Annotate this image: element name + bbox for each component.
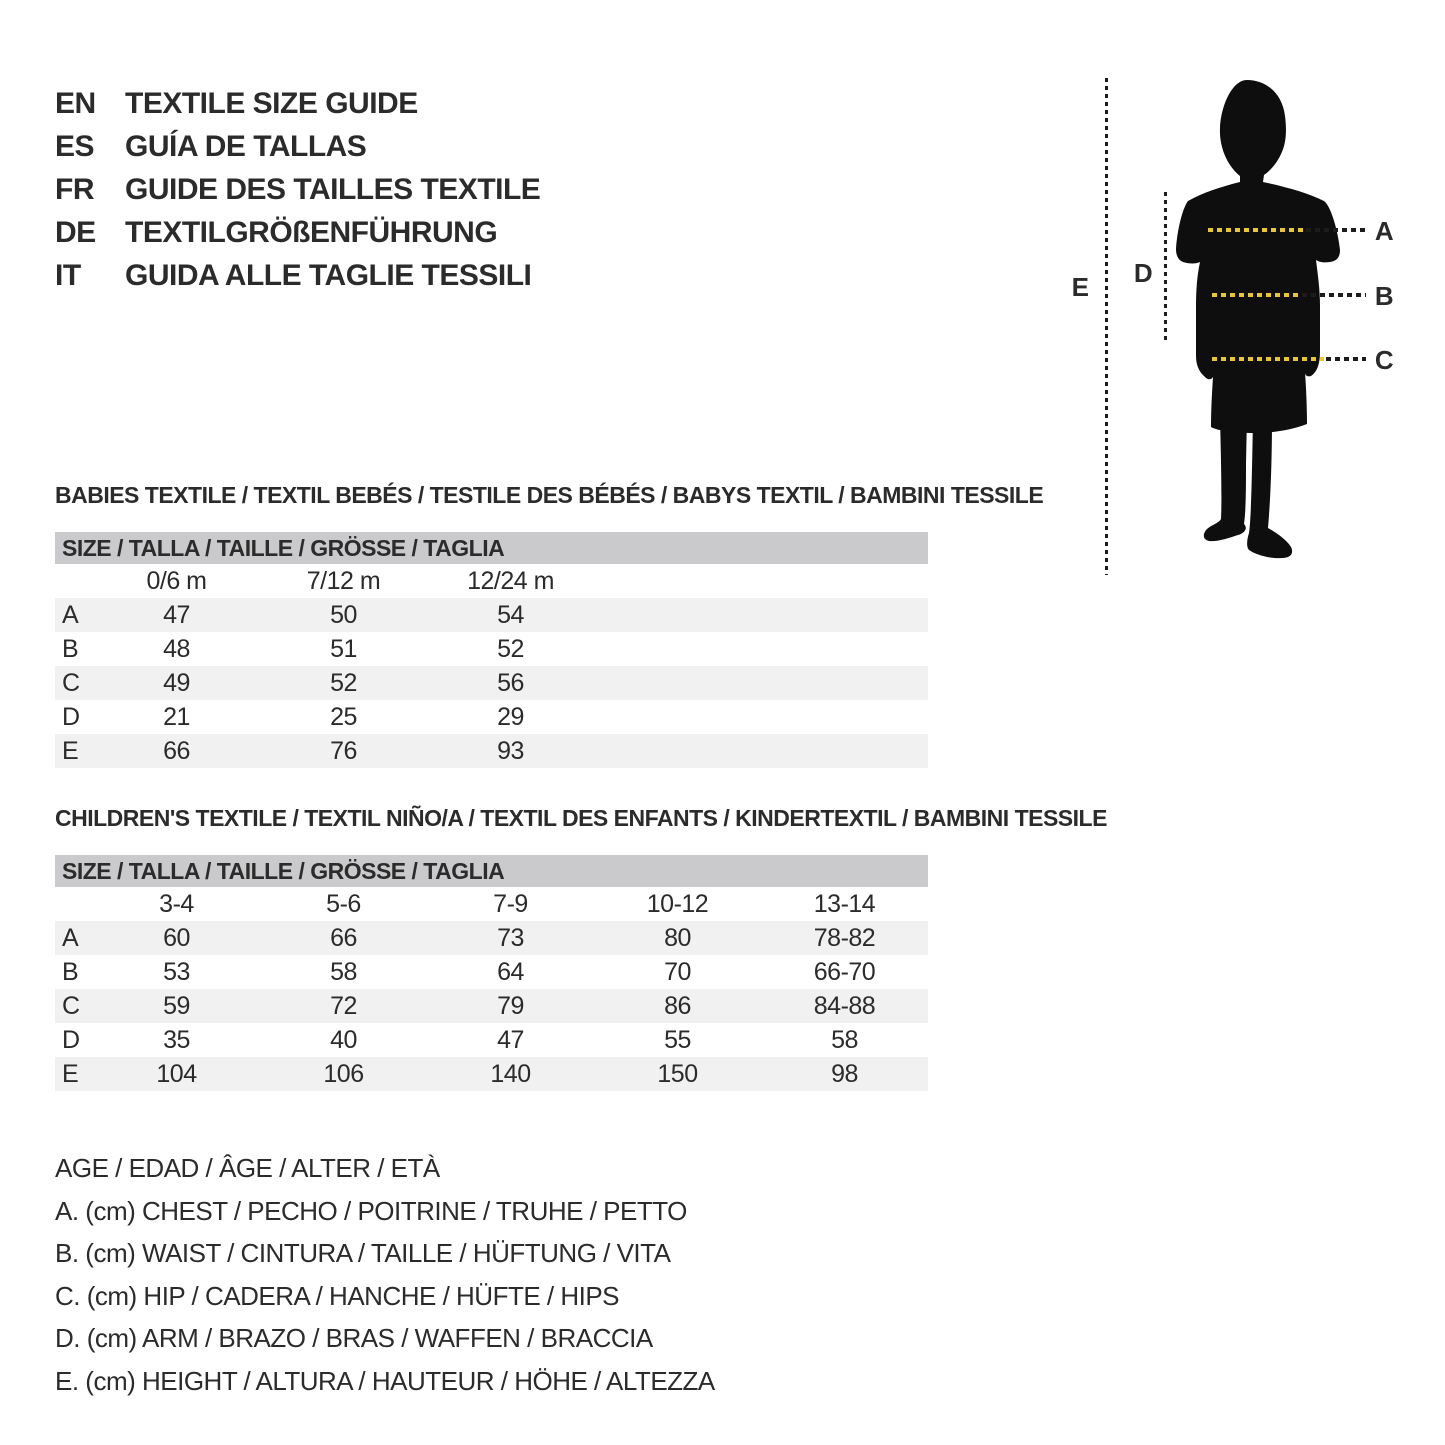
waist-dash-on-body bbox=[1212, 293, 1300, 297]
hip-dash-leader bbox=[1326, 357, 1366, 361]
table-cell: 47 bbox=[497, 1025, 524, 1054]
measurement-legend bbox=[55, 1147, 715, 1402]
arm-label-D: D bbox=[1133, 258, 1153, 288]
table-cell: 72 bbox=[330, 991, 357, 1020]
lang-row-fr bbox=[55, 168, 540, 211]
table-cell: 56 bbox=[497, 668, 524, 697]
table-cell: 12/24 m bbox=[467, 566, 554, 595]
chest-dash-leader bbox=[1306, 228, 1366, 232]
table-cell: 21 bbox=[163, 702, 190, 731]
table-row bbox=[55, 955, 928, 989]
row-label: E bbox=[62, 1059, 79, 1088]
table-cell: 79 bbox=[497, 991, 524, 1020]
table-cell: 66 bbox=[163, 736, 190, 765]
lang-row-es bbox=[55, 125, 540, 168]
table-cell: 49 bbox=[163, 668, 190, 697]
lang-row-en bbox=[55, 82, 540, 125]
table-row bbox=[55, 666, 928, 700]
children-section-title: CHILDREN'S TEXTILE / TEXTIL NIÑO/A / TEXTIL DES ENFANTS / KINDERTEXTIL / BAMBINI TESSILE bbox=[55, 805, 1107, 831]
child-silhouette-icon bbox=[1150, 78, 1350, 578]
language-title-block bbox=[55, 82, 540, 297]
table-cell: 73 bbox=[497, 923, 524, 952]
table-cell: 3-4 bbox=[159, 889, 194, 918]
legend-line: B. (cm) WAIST / CINTURA / TAILLE / HÜFTUNG / VITA bbox=[55, 1238, 671, 1268]
table-cell: 58 bbox=[831, 1025, 858, 1054]
waist-label-B: B bbox=[1374, 281, 1394, 311]
table-cell: 150 bbox=[657, 1059, 698, 1088]
table-cell: 66-70 bbox=[813, 957, 876, 986]
table-cell: 7-9 bbox=[493, 889, 528, 918]
table-cell: 0/6 m bbox=[146, 566, 207, 595]
table-cell: 106 bbox=[323, 1059, 364, 1088]
table-cell: 104 bbox=[156, 1059, 197, 1088]
table-cell: 78-82 bbox=[813, 923, 876, 952]
size-header-bar: SIZE / TALLA / TAILLE / GRÖSSE / TAGLIA bbox=[55, 855, 928, 887]
height-measure-line-E bbox=[1105, 78, 1108, 575]
table-cell: 64 bbox=[497, 957, 524, 986]
children-size-table bbox=[55, 855, 928, 1091]
lang-row-it bbox=[55, 254, 540, 297]
table-cell: 86 bbox=[664, 991, 691, 1020]
legend-line: D. (cm) ARM / BRAZO / BRAS / WAFFEN / BRACCIA bbox=[55, 1323, 653, 1353]
table-cell: 47 bbox=[163, 600, 190, 629]
table-cell: 60 bbox=[163, 923, 190, 952]
lang-code: ES bbox=[55, 130, 95, 163]
legend-line: AGE / EDAD / ÂGE / ALTER / ETÀ bbox=[55, 1153, 440, 1183]
table-row bbox=[55, 921, 928, 955]
legend-line: E. (cm) HEIGHT / ALTURA / HAUTEUR / HÖHE / ALTEZZA bbox=[55, 1365, 715, 1396]
table-cell: 55 bbox=[664, 1025, 691, 1054]
hip-dash-on-body bbox=[1212, 357, 1324, 361]
lang-code: DE bbox=[55, 216, 96, 249]
table-row bbox=[55, 700, 928, 734]
table-cell: 93 bbox=[497, 736, 524, 765]
lang-title: GUIDA ALLE TAGLIE TESSILI bbox=[125, 259, 532, 292]
table-cell: 48 bbox=[163, 634, 190, 663]
table-cell: 140 bbox=[490, 1059, 531, 1088]
table-cell: 50 bbox=[330, 600, 357, 629]
table-row bbox=[55, 1023, 928, 1057]
table-cell: 5-6 bbox=[326, 889, 361, 918]
row-label: D bbox=[62, 702, 80, 731]
table-cell: 52 bbox=[330, 668, 357, 697]
row-label: A bbox=[62, 923, 79, 952]
row-label: B bbox=[62, 957, 79, 986]
row-label: D bbox=[62, 1025, 80, 1054]
table-cell: 51 bbox=[330, 634, 357, 663]
table-row bbox=[55, 598, 928, 632]
table-cell: 84-88 bbox=[813, 991, 876, 1020]
lang-code: FR bbox=[55, 173, 94, 206]
table-cell: 35 bbox=[163, 1025, 190, 1054]
row-label: C bbox=[62, 668, 80, 697]
table-cell: 76 bbox=[330, 736, 357, 765]
table-cell: 52 bbox=[497, 634, 524, 663]
table-cell: 70 bbox=[664, 957, 691, 986]
row-label: A bbox=[62, 600, 79, 629]
table-row bbox=[55, 734, 928, 768]
table-cell: 13-14 bbox=[813, 889, 876, 918]
row-label: E bbox=[62, 736, 79, 765]
column-header-row bbox=[55, 564, 928, 598]
table-cell: 58 bbox=[330, 957, 357, 986]
table-cell: 10-12 bbox=[646, 889, 709, 918]
column-header-row bbox=[55, 887, 928, 921]
table-cell: 80 bbox=[664, 923, 691, 952]
chest-dash-on-body bbox=[1208, 228, 1304, 232]
lang-title: TEXTILE SIZE GUIDE bbox=[125, 87, 418, 120]
table-row bbox=[55, 989, 928, 1023]
table-cell: 66 bbox=[330, 923, 357, 952]
row-label: C bbox=[62, 991, 80, 1020]
table-cell: 53 bbox=[163, 957, 190, 986]
table-cell: 25 bbox=[330, 702, 357, 731]
size-header-bar: SIZE / TALLA / TAILLE / GRÖSSE / TAGLIA bbox=[55, 532, 928, 564]
lang-row-de bbox=[55, 211, 540, 254]
lang-code: IT bbox=[55, 259, 81, 292]
waist-dash-leader bbox=[1302, 293, 1366, 297]
table-cell: 54 bbox=[497, 600, 524, 629]
babies-size-table bbox=[55, 532, 928, 768]
table-cell: 7/12 m bbox=[306, 566, 381, 595]
lang-title: GUIDE DES TAILLES TEXTILE bbox=[125, 173, 541, 206]
legend-line: A. (cm) CHEST / PECHO / POITRINE / TRUHE / PETTO bbox=[55, 1195, 687, 1226]
babies-section-title: BABIES TEXTILE / TEXTIL BEBÉS / TESTILE DES BÉBÉS / BABYS TEXTIL / BAMBINI TESSILE bbox=[55, 482, 1044, 508]
lang-title: GUÍA DE TALLAS bbox=[125, 130, 367, 163]
hip-label-C: C bbox=[1374, 345, 1394, 375]
table-row bbox=[55, 632, 928, 666]
lang-title: TEXTILGRÖßENFÜHRUNG bbox=[125, 216, 498, 249]
legend-line: C. (cm) HIP / CADERA / HANCHE / HÜFTE / HIPS bbox=[55, 1280, 620, 1311]
chest-label-A: A bbox=[1374, 216, 1394, 246]
row-label: B bbox=[62, 634, 79, 663]
lang-code: EN bbox=[55, 87, 96, 120]
table-cell: 29 bbox=[497, 702, 524, 731]
height-label-E: E bbox=[1071, 272, 1089, 302]
table-cell: 40 bbox=[330, 1025, 357, 1054]
table-row bbox=[55, 1057, 928, 1091]
table-cell: 59 bbox=[163, 991, 190, 1020]
table-cell: 98 bbox=[831, 1059, 858, 1088]
